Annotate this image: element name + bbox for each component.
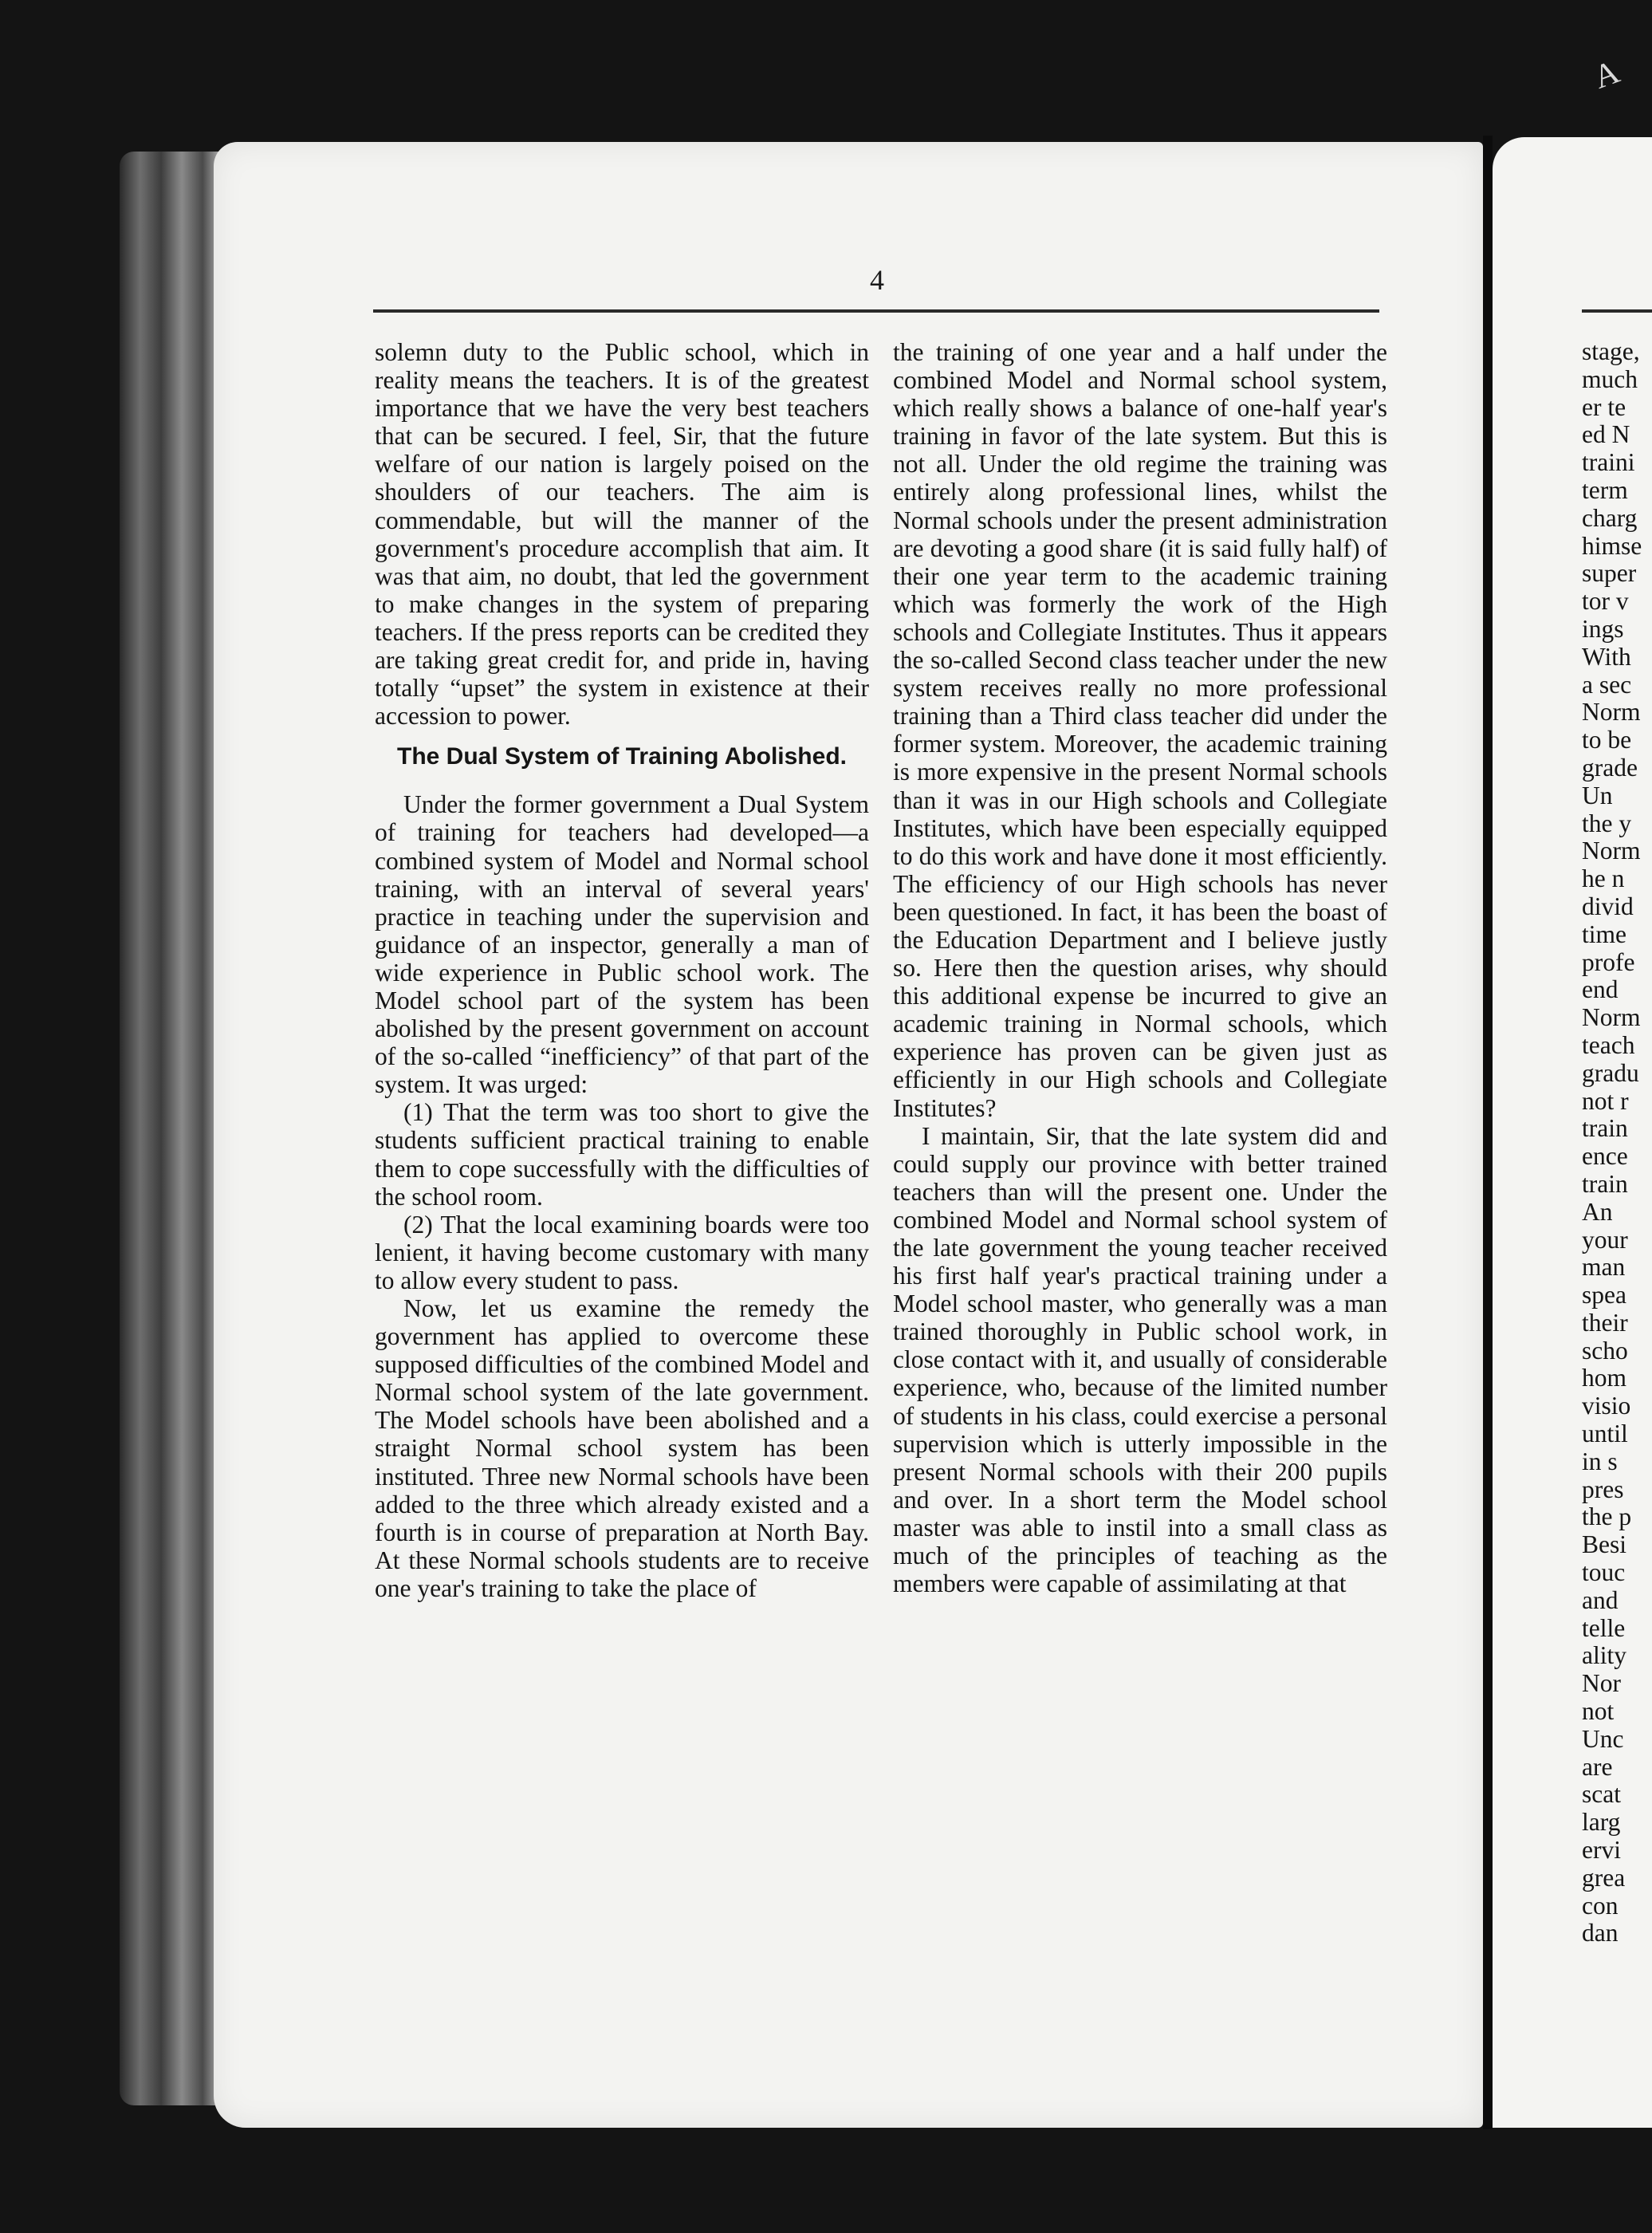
line-fragment: and	[1582, 1585, 1619, 1614]
line-fragment: Unc	[1582, 1724, 1624, 1753]
page-number: 4	[870, 264, 884, 296]
paragraph: (1) That the term was too short to give the students sufficient practical training to enable them to cope successfully with the difficulties of the school room.	[375, 1098, 869, 1211]
text-column-2	[893, 338, 1387, 1597]
line-fragment: end	[1582, 975, 1619, 1004]
line-fragment: the y	[1582, 809, 1632, 837]
line-fragment: ed N	[1582, 420, 1630, 449]
text-column-1	[375, 338, 869, 1602]
line-fragment: are	[1582, 1752, 1613, 1781]
line-fragment: to be	[1582, 726, 1632, 754]
line-fragment: Un	[1582, 781, 1613, 809]
line-fragment: not r	[1582, 1086, 1629, 1115]
line-fragment: super	[1582, 559, 1637, 588]
line-fragment: ence	[1582, 1142, 1628, 1171]
line-fragment: in s	[1582, 1447, 1618, 1475]
book-spine	[120, 152, 223, 2105]
line-fragment: term	[1582, 475, 1628, 504]
paragraph: Under the former government a Dual System of training for teachers had developed—a combined system of Model and Normal school training, with an interval of several years' practice in teaching under the supervision and guidance of an inspector, generally a man of wide experience in Public school work. The Model school part of the system has been abolished by the present government on account of the so-called “inefficiency” of that part of the system. It was urged:	[375, 790, 869, 1099]
line-fragment: divid	[1582, 892, 1634, 920]
corner-mark: A	[1589, 53, 1625, 96]
line-fragment: their	[1582, 1308, 1628, 1337]
paragraph: solemn duty to the Public school, which in reality means the teachers. It is of the greatest importance that we have the very best teachers that can be secured. I feel, Sir, that the future welfare of our nation is largely poised on the shoulders of our teachers. The aim is commendable, but will the manner of the government's procedure accomplish that aim. It was that aim, no doubt, that led the government to make changes in the system of preparing teachers. If the press reports can be credited they are taking great credit for, and pride in, having totally “upset” the system in existence at their accession to power.	[375, 338, 869, 731]
line-fragment: larg	[1582, 1808, 1621, 1837]
line-fragment: touc	[1582, 1558, 1626, 1587]
line-fragment: tor v	[1582, 587, 1629, 616]
line-fragment: much	[1582, 364, 1638, 393]
line-fragment: er te	[1582, 392, 1626, 421]
line-fragment: until	[1582, 1420, 1628, 1448]
line-fragment: Norm	[1582, 1003, 1641, 1032]
line-fragment: train	[1582, 1114, 1628, 1143]
paragraph: the training of one year and a half under the combined Model and Normal school system, which really shows a balance of one-half year's training in favor of the late system. But this is not all. Under the old regime the training was entirely along professional lines, whilst the Normal schools under the present administration are devoting a good share (it is said fully half) of their one year term to the academic training which was formerly the work of the High schools and Collegiate Institutes. Thus it appears the so-called Second class teacher under the new system receives really no more professional training than a Third class teacher did under the former system. Moreover, the academic training is more expensive in the present Normal schools than it was in our High schools and Collegiate Institutes, which have been especially equipped to do this work and have done it most efficiently. The efficiency of our High schools has never been questioned. In fact, it has been the boast of the Education Department and I believe justly so. Here then the question arises, why should this additional expense be incurred to give an academic training in Normal schools, which experience has proven can be given just as efficiently in our High schools and Collegiate Institutes?	[893, 338, 1387, 1122]
line-fragment: scho	[1582, 1336, 1628, 1365]
line-fragment: Nor	[1582, 1669, 1621, 1698]
line-fragment: stage,	[1582, 337, 1640, 365]
line-fragment: grea	[1582, 1863, 1626, 1892]
line-fragment: your	[1582, 1225, 1628, 1254]
paragraph: (2) That the local examining boards were too lenient, it having become customary with many to allow every student to pass.	[375, 1210, 869, 1294]
header-rule	[373, 309, 1379, 313]
paragraph: Now, let us examine the remedy the government has applied to overcome these supposed difficulties of the combined Model and Normal school system of the late government. The Model schools have been abolished and a straight Normal school system has been instituted. Three new Normal schools have been added to the three which already existed and a fourth is in course of preparation at North Bay. At these Normal schools students are to receive one year's training to take the place of	[375, 1294, 869, 1602]
line-fragment: he n	[1582, 864, 1625, 893]
line-fragment: gradu	[1582, 1058, 1639, 1087]
line-fragment: ality	[1582, 1641, 1626, 1670]
line-fragment: spea	[1582, 1281, 1626, 1309]
line-fragment: the p	[1582, 1502, 1632, 1531]
line-fragment: time	[1582, 920, 1626, 948]
line-fragment: traini	[1582, 448, 1635, 477]
line-fragment: dan	[1582, 1919, 1619, 1947]
line-fragment: himse	[1582, 531, 1642, 560]
section-heading: The Dual System of Training Abolished.	[397, 743, 847, 770]
book-gutter	[1483, 136, 1493, 2129]
right-page	[1493, 137, 1652, 2128]
partial-column	[1582, 338, 1652, 1947]
line-fragment: An	[1582, 1197, 1613, 1226]
line-fragment: Norm	[1582, 837, 1641, 865]
line-fragment: not	[1582, 1697, 1615, 1726]
line-fragment: a sec	[1582, 670, 1632, 699]
line-fragment: hom	[1582, 1364, 1627, 1392]
line-fragment: telle	[1582, 1613, 1626, 1642]
line-fragment: con	[1582, 1891, 1619, 1920]
line-fragment: scat	[1582, 1780, 1621, 1809]
line-fragment: ings	[1582, 614, 1624, 643]
line-fragment: teach	[1582, 1030, 1635, 1059]
line-fragment: train	[1582, 1169, 1628, 1198]
line-fragment: man	[1582, 1253, 1626, 1282]
line-fragment: ervi	[1582, 1836, 1621, 1865]
line-fragment: visio	[1582, 1392, 1631, 1420]
line-fragment: grade	[1582, 753, 1638, 782]
line-fragment: Besi	[1582, 1530, 1627, 1559]
line-fragment: With	[1582, 642, 1631, 671]
line-fragment: pres	[1582, 1475, 1624, 1503]
paragraph: I maintain, Sir, that the late system did and could supply our province with better trained teachers than will the present one. Under the combined Model and Normal school system of the late government the young teacher received his first half year's practical training under a Model school master, who generally was a man trained thoroughly in Public school work, in close contact with it, and usually of considerable experience, who, because of the limited number of students in his class, could exercise a personal supervision which is utterly impossible in the present Normal schools with their 200 pupils and over. In a short term the Model school master was able to instil into a small class as much of the principles of teaching as the members were capable of assimilating at that	[893, 1121, 1387, 1598]
header-rule-right	[1582, 309, 1652, 313]
line-fragment: profe	[1582, 947, 1635, 976]
line-fragment: Norm	[1582, 698, 1641, 727]
line-fragment: charg	[1582, 503, 1638, 532]
